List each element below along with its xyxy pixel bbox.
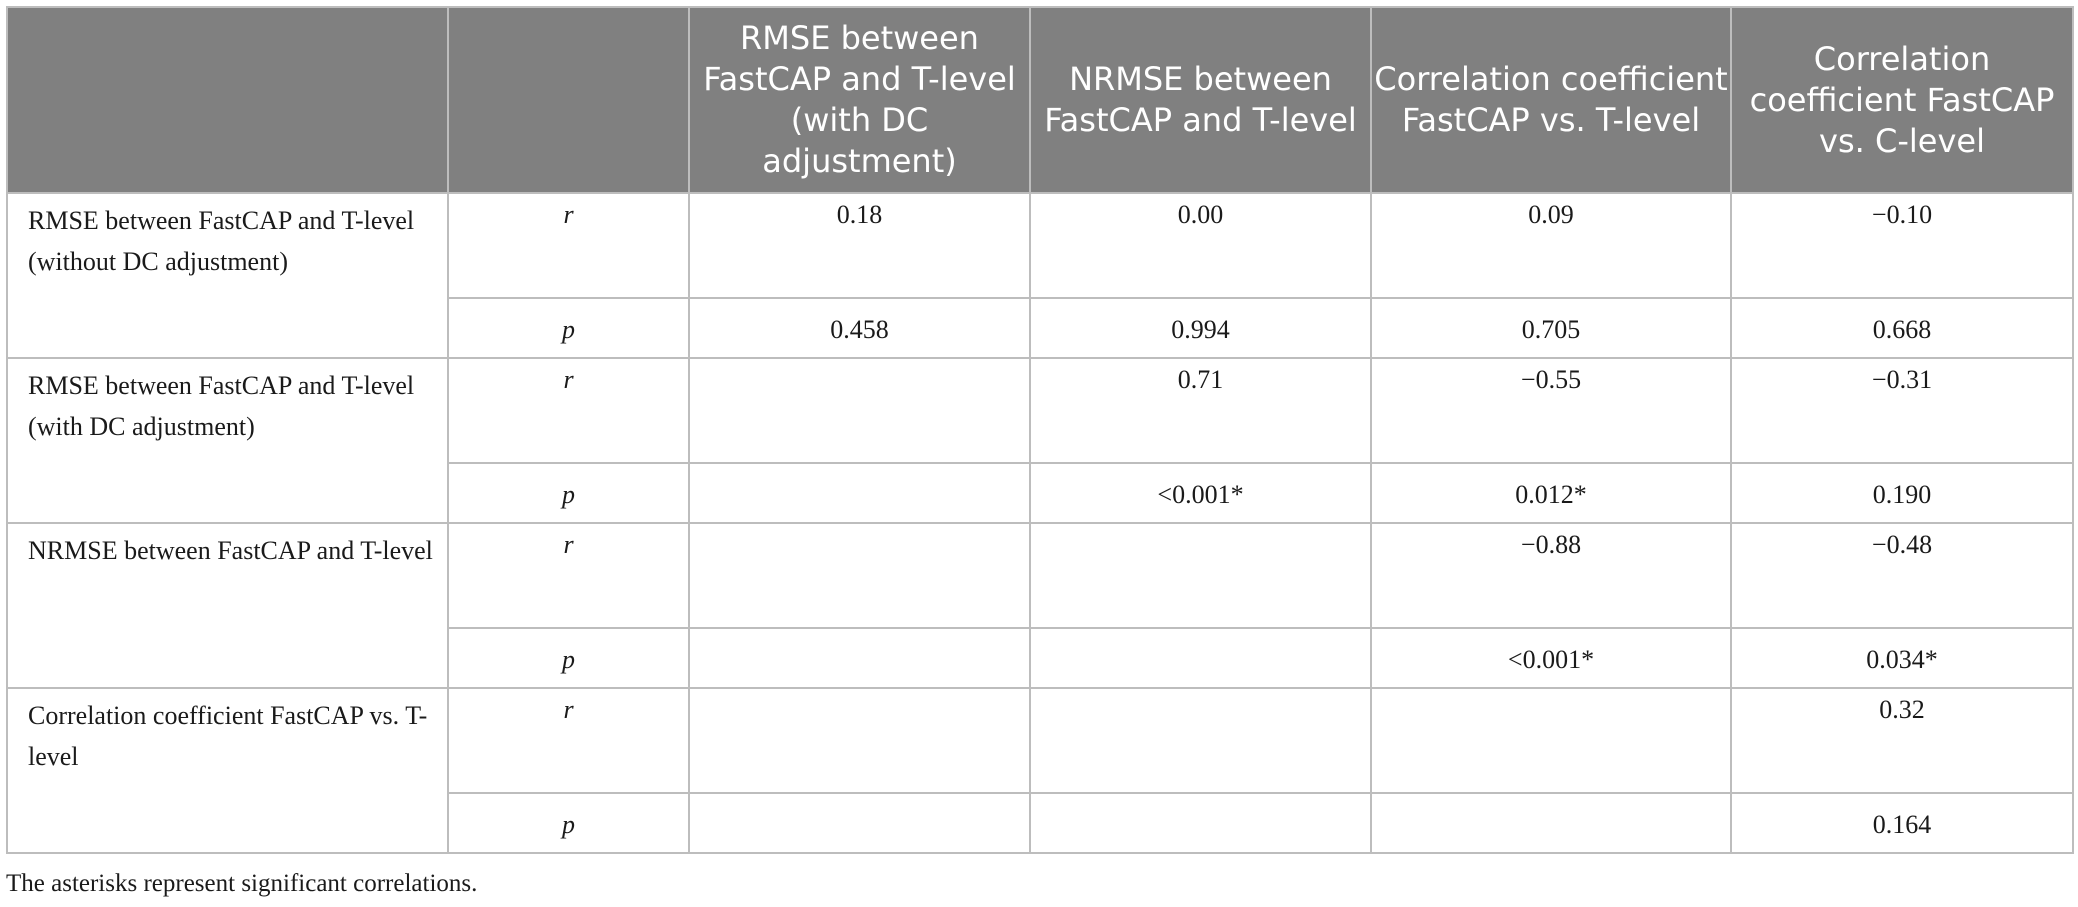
table-row [7,193,2073,298]
table-cell [1371,793,1731,853]
table-cell: <0.001* [1371,628,1731,688]
correlation-table [6,6,2074,854]
table-cell: 0.034* [1731,628,2073,688]
header-cell-corr-clevel: Correlation coefficient FastCAP vs. C-level [1731,7,2073,193]
row-label: Correlation coefficient FastCAP vs. T-level [7,688,448,853]
table-cell [689,463,1030,523]
table-cell: 0.18 [689,193,1030,298]
stat-label-r: r [448,358,689,463]
header-cell-nrmse: NRMSE between FastCAP and T-level [1030,7,1371,193]
table-cell: 0.71 [1030,358,1371,463]
table-cell: −0.55 [1371,358,1731,463]
stat-label-r: r [448,523,689,628]
table-cell [1030,523,1371,628]
stat-label-r: r [448,193,689,298]
table-cell: −0.88 [1371,523,1731,628]
table-cell: 0.458 [689,298,1030,358]
row-label: RMSE between FastCAP and T-level (without DC adjustment) [7,193,448,358]
header-cell-rmse-dc: RMSE between FastCAP and T-level (with DC adjustment) [689,7,1030,193]
table-cell [689,688,1030,793]
stat-label-p: p [448,628,689,688]
table-cell: −0.48 [1731,523,2073,628]
table-cell [689,793,1030,853]
header-cell-corr-tlevel: Correlation coefficient FastCAP vs. T-level [1371,7,1731,193]
table-footnote: The asterisks represent significant correlations. [6,870,478,897]
table-cell: 0.668 [1731,298,2073,358]
row-label: RMSE between FastCAP and T-level (with DC adjustment) [7,358,448,523]
stat-label-p: p [448,793,689,853]
table-cell: 0.00 [1030,193,1371,298]
header-cell-row-label [7,7,448,193]
table-cell: −0.10 [1731,193,2073,298]
table-cell: 0.012* [1371,463,1731,523]
table-cell [689,358,1030,463]
table-cell: 0.705 [1371,298,1731,358]
table-row [7,688,2073,793]
table-row [7,523,2073,628]
table-cell [1371,688,1731,793]
table-cell [689,628,1030,688]
table-cell: −0.31 [1731,358,2073,463]
table-cell [1030,688,1371,793]
table-cell: 0.09 [1371,193,1731,298]
table-cell: 0.190 [1731,463,2073,523]
table-header [7,7,2073,193]
table-cell [1030,628,1371,688]
table-cell: 0.32 [1731,688,2073,793]
row-label: NRMSE between FastCAP and T-level [7,523,448,688]
table-cell: <0.001* [1030,463,1371,523]
header-row [7,7,2073,193]
stat-label-p: p [448,298,689,358]
table-cell: 0.164 [1731,793,2073,853]
stat-label-p: p [448,463,689,523]
table-body [7,193,2073,853]
table-cell [689,523,1030,628]
table-cell: 0.994 [1030,298,1371,358]
table-cell [1030,793,1371,853]
table-row [7,358,2073,463]
stat-label-r: r [448,688,689,793]
header-cell-stat [448,7,689,193]
